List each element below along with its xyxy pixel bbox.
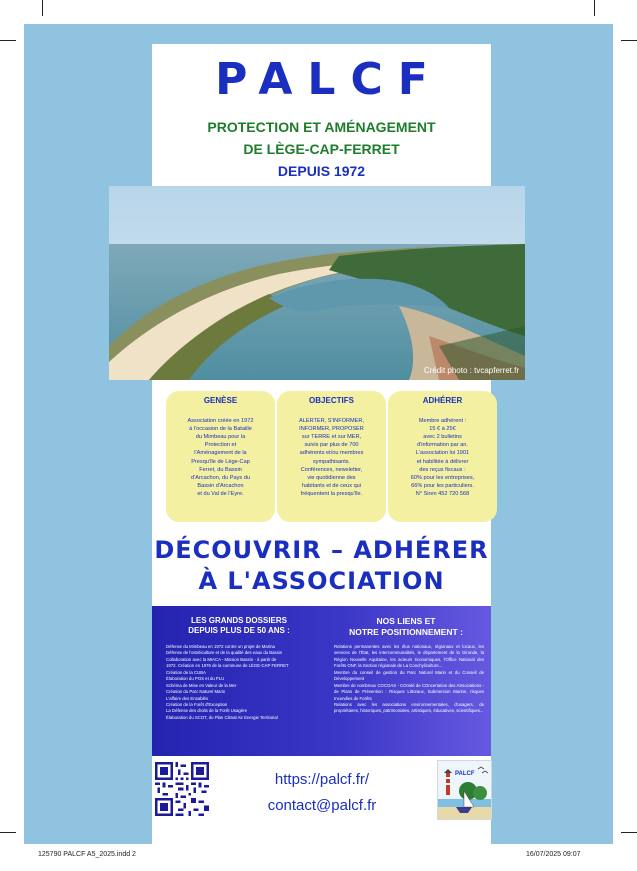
cta-line-1: DÉCOUVRIR – ADHÉRER — [154, 536, 489, 564]
cta-line-2: À L'ASSOCIATION — [198, 567, 445, 595]
list-item: Création de la CUBA — [166, 669, 206, 675]
list-item: Élaboration du SCOT, du Plan Climat Air Energie Territorial — [166, 714, 278, 720]
card-adherer — [388, 391, 497, 522]
logo-text: PALCF — [455, 771, 475, 777]
card-adherer-title: ADHÉRER — [422, 396, 463, 405]
subtitle-line-2: DE LÈGE-CAP-FERRET — [243, 141, 400, 157]
liens-list — [334, 644, 484, 715]
card-genese-body: Association créée en 1972 à l'occasion de la Bataille du Mimbeau pour la Protection et l'Aménagement de la Presqu'île de Lège-Cap Ferret, du Bassin d'Arcachon, du Pays du Bassin d'Arcachon et du Val de l'Eyre. — [187, 418, 254, 497]
list-item: Création de la Forêt d'Exception — [166, 701, 228, 707]
slug-date: 16/07/2025 09:07 — [526, 851, 581, 858]
list-item: Schéma de Mise en Valeur de la Mer — [166, 682, 237, 688]
dossiers-title: LES GRANDS DOSSIERS DEPUIS PLUS DE 50 ANS : — [188, 616, 290, 636]
qr-code[interactable] — [155, 762, 209, 816]
list-item: Relations permanentes avec les élus nationaux, régionaux et locaux, les services de l'État, les intercommunalités, le département de la Gironde, la Région Nouvelle Aquitaine, les acteurs économiques, l'Office National des Forêts ONF, la Section régionale de La Conchyliculture... — [334, 644, 484, 669]
list-item: Membre du conseil de gestion du Parc Naturel Marin et du Conseil de Développement — [334, 669, 484, 682]
list-item: 1972. Création en 1976 de la commune de LÈGE-CAP FERRET — [166, 663, 289, 669]
card-genese — [166, 391, 275, 522]
email-link[interactable]: contact@palcf.fr — [267, 797, 377, 814]
list-item: Collaboration avec la MIACA - Mission Bassin - à partir de — [166, 656, 277, 662]
list-item: L'affaire des Ensablés — [166, 695, 209, 701]
list-item: Relations avec les associations environnementales, d'usagers, de propriétaires, historiques, patrimoniales, artistiques, éducatives, scientifiques... — [334, 701, 484, 714]
dossiers-list — [166, 644, 326, 721]
aerial-photo — [109, 186, 525, 380]
website-link[interactable]: https://palcf.fr/ — [274, 771, 370, 788]
liens-title: NOS LIENS ET NOTRE POSITIONNEMENT : — [349, 616, 463, 638]
list-item: Élaboration du POS et du PLU — [166, 676, 225, 682]
card-genese-title: GENÈSE — [203, 396, 238, 405]
since-label: DEPUIS 1972 — [277, 163, 366, 179]
list-item: Membre de nombreux COCOAS - COmité de COncertation des ASsociations - de Plans de Prévention : Risques Littoraux, Submersion Marine, risques Incendies de Forêts — [334, 682, 484, 701]
subtitle-line-1: PROTECTION ET AMÉNAGEMENT — [207, 119, 436, 135]
slug-file: 125790 PALCF A5_2025.indd 2 — [38, 851, 136, 858]
list-item: Défense de l'ostréiculture et de la qualité des eaux du Bassin — [166, 650, 283, 656]
photo-credit: Crédit photo : tvcapferret.fr — [423, 366, 519, 375]
list-item: Défense du Mimbeau en 1972 contre un projet de Marina — [166, 644, 275, 649]
association-logo — [437, 760, 492, 820]
list-item: Création du Parc Naturel Marin — [166, 689, 226, 695]
brand-title: PALCF — [215, 54, 443, 105]
list-item: La Défense des droits de la Forêt Usagère — [166, 708, 247, 714]
card-objectifs-title: OBJECTIFS — [309, 396, 354, 405]
card-objectifs-body: ALERTER, S'INFORMER, INFORMER, PROPOSER sur TERRE et sur MER, suivis par plus de 700 adhérents et/ou membres sympathisants. Conférences, newsletter, vie quotidienne des habitants et de ceux qui fréquentent la presqu'île. — [299, 418, 364, 497]
card-adherer-body: Membre adhérent : 15 € à 25€ avec 2 bulletins d'information par an. L'association loi 1901 et habilitée à délivrer des reçus fiscaux : 60% pour les entreprises, 66% pour les particuliers. N° Siren 452 720 568 — [410, 418, 475, 497]
card-objectifs — [277, 391, 386, 522]
